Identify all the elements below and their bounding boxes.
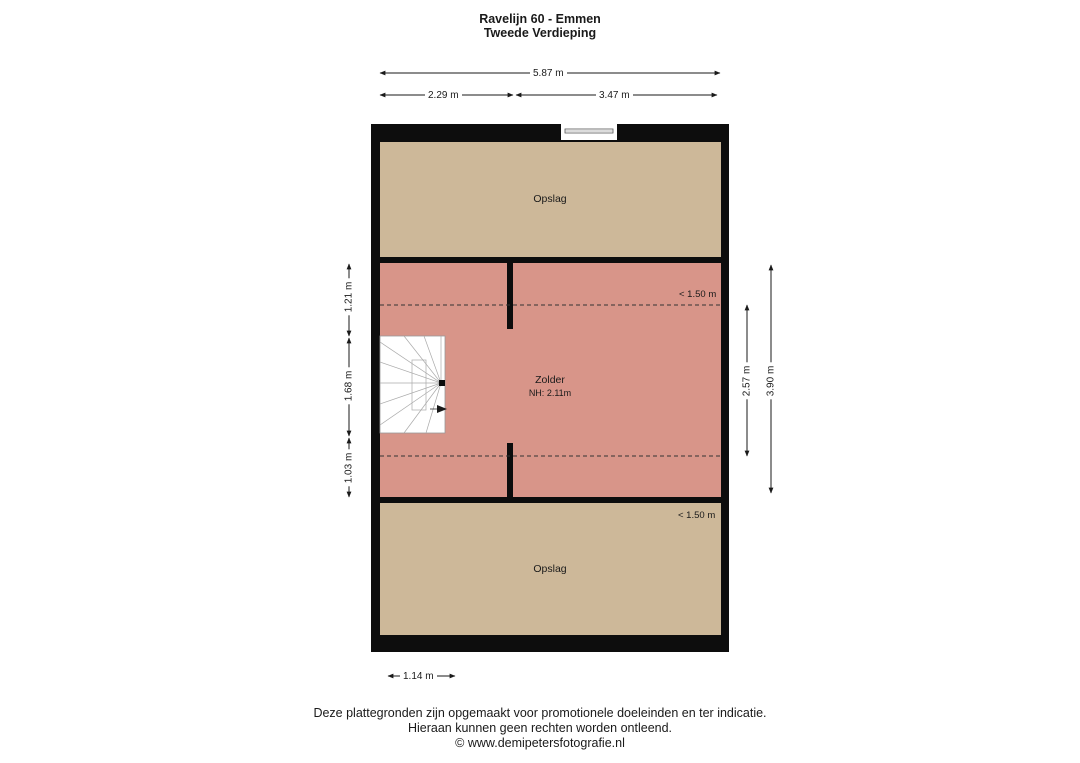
dim-total-width: 5.87 m — [530, 68, 567, 79]
dim-left-lower: 1.03 m — [344, 450, 355, 487]
disclaimer-line-2: Hieraan kunnen geen rechten worden ontleend. — [407, 721, 673, 735]
dim-width-right: 3.47 m — [596, 90, 633, 101]
dim-left-upper: 1.21 m — [344, 279, 355, 316]
room-attic-height: NH: 2.11m — [528, 388, 572, 398]
plan-title: Ravelijn 60 - Emmen — [479, 12, 601, 26]
low-height-label-top: < 1.50 m — [679, 289, 717, 300]
low-height-label-bottom: < 1.50 m — [678, 510, 716, 521]
dim-right-inner: 2.57 m — [742, 363, 753, 400]
dim-bottom-width: 1.14 m — [400, 671, 437, 682]
partition-bottom — [507, 443, 513, 497]
floor-title: Tweede Verdieping — [483, 26, 597, 40]
copyright-line: © www.demipetersfotografie.nl — [455, 736, 625, 750]
dim-left-middle: 1.68 m — [344, 368, 355, 405]
room-label-storage-top: Opslag — [533, 193, 567, 205]
room-label-attic: Zolder — [535, 374, 565, 386]
room-label-storage-bottom: Opslag — [533, 563, 567, 575]
dim-right-total: 3.90 m — [766, 363, 777, 400]
partition-top — [507, 263, 513, 329]
staircase — [380, 336, 447, 433]
dim-width-left: 2.29 m — [425, 90, 462, 101]
disclaimer-line-1: Deze plattegronden zijn opgemaakt voor promotionele doeleinden en ter indicatie. — [313, 706, 767, 720]
